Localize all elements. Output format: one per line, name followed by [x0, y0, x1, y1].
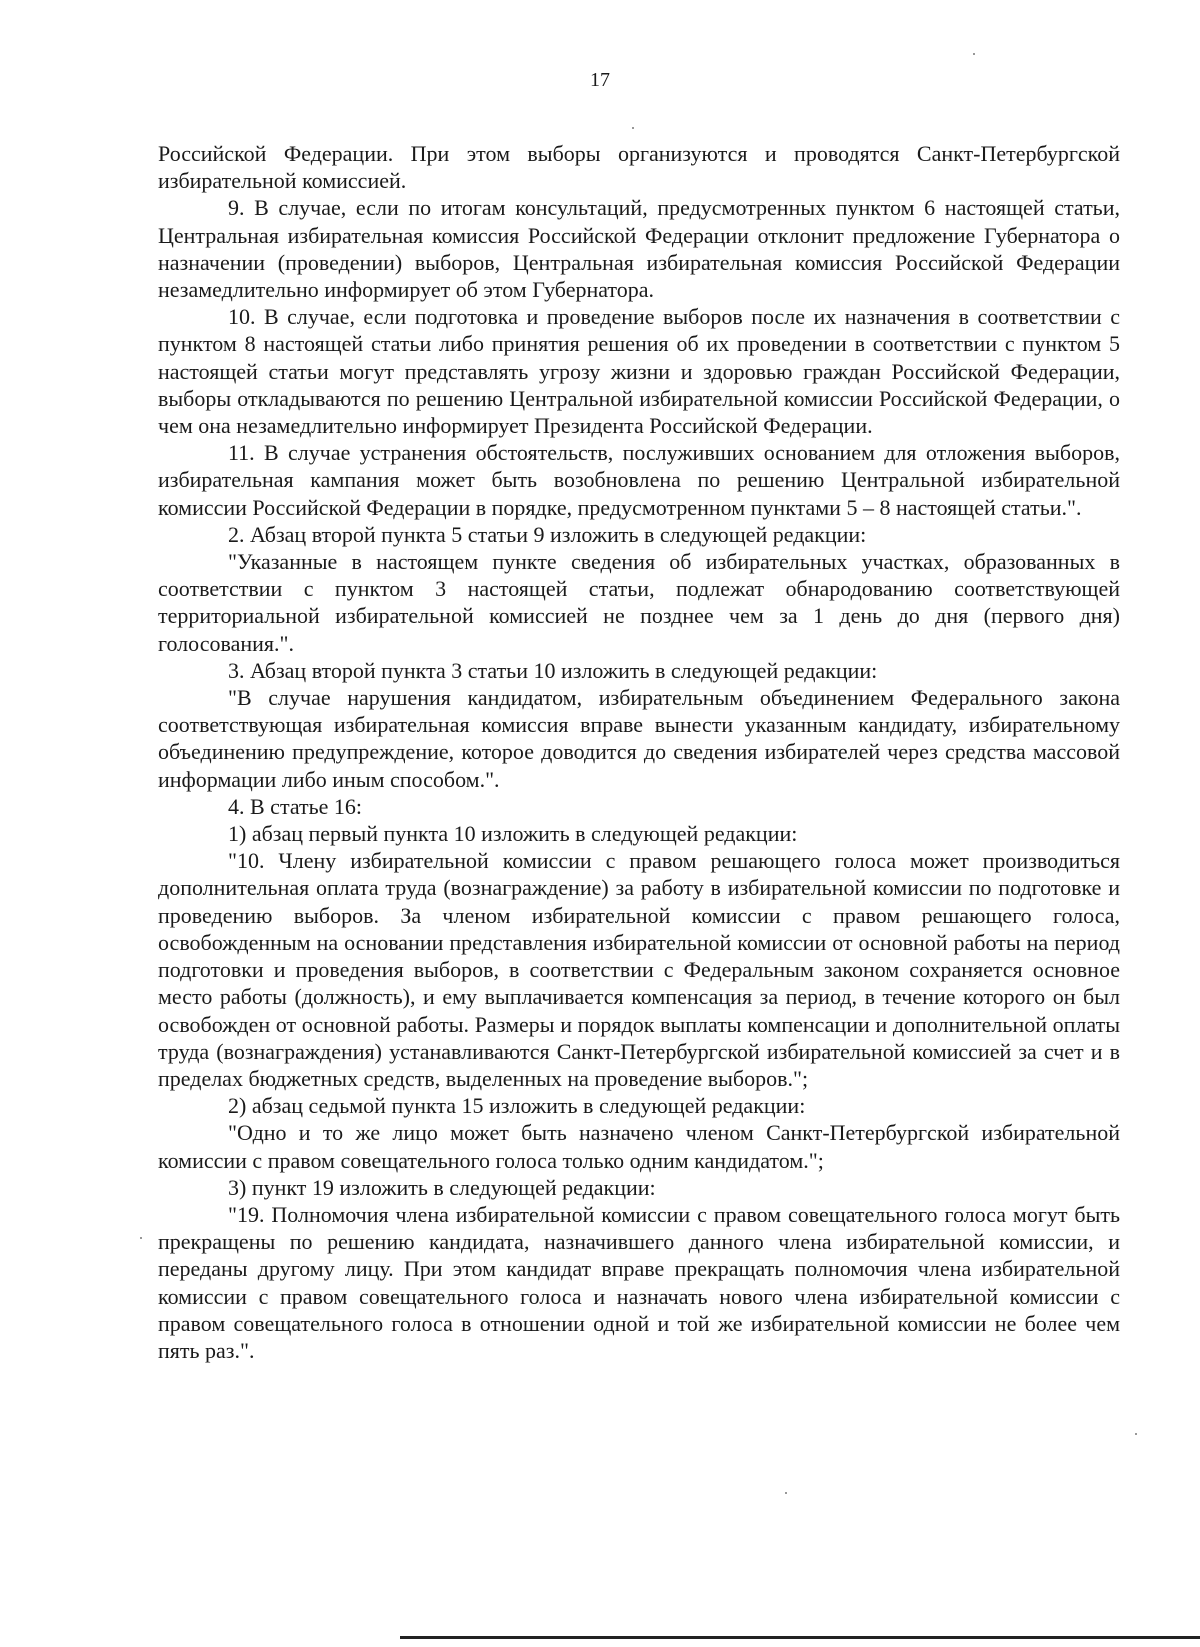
paragraph: 2) абзац седьмой пункта 15 изложить в следующей редакции: — [228, 1093, 806, 1119]
scan-speck — [973, 53, 975, 55]
paragraph: 1) абзац первый пункта 10 изложить в следующей редакции: — [228, 821, 798, 847]
scan-speck — [785, 1492, 787, 1494]
paragraph: "10. Члену избирательной комиссии с правом решающего голоса может производиться дополнительная оплата труда (вознаграждение) за работу в избирательной комиссии по подготовке и проведению выборов. За членом избирательной комиссии с правом решающего голоса, освобожденным на основании представления избирательной комиссии от основной работы на период подготовки и проведения выборов, в соответствии с Федеральным законом сохраняется основное место работы (должность), и ему выплачивается компенсация за период, в течение которого он был освобожден от основной работы. Размеры и порядок выплаты компенсации и дополнительной оплаты труда (вознаграждения) устанавливаются Санкт-Петербургской избирательной комиссией за счет и в пределах бюджетных средств, выделенных на проведение выборов."; — [158, 848, 1120, 1091]
paragraph: "В случае нарушения кандидатом, избирательным объединением Федерального закона соответствующая избирательная комиссия вправе вынести указанным кандидату, избирательному объединению предупреждение, которое доводится до сведения избирателей через средства массовой информации либо иным способом.". — [158, 685, 1120, 792]
paragraph: 2. Абзац второй пункта 5 статьи 9 изложить в следующей редакции: — [228, 521, 867, 547]
paragraph: "19. Полномочия члена избирательной комиссии с правом совещательного голоса могут быть прекращены по решению кандидата, назначившего данного члена избирательной комиссии, и переданы другому лицу. При этом кандидат вправе прекращать полномочия члена избирательной комиссии с правом совещательного голоса и назначать нового члена избирательной комиссии с правом совещательного голоса в отношении одной и той же избирательной комиссии не более чем пять раз.". — [158, 1201, 1120, 1363]
paragraph: Российской Федерации. При этом выборы организуются и проводятся Санкт-Петербургской избирательной комиссией. — [158, 141, 1120, 194]
paragraph: 10. В случае, если подготовка и проведение выборов после их назначения в соответствии с пунктом 8 настоящей статьи либо принятия решения об их проведении в соответствии с пунктом 5 настоящей статьи могут представлять угрозу жизни и здоровью граждан Российской Федерации, выборы откладываются по решению Центральной избирательной комиссии Российской Федерации, о чем она незамедлительно информирует Президента Российской Федерации. — [158, 304, 1120, 439]
paragraph: 3. Абзац второй пункта 3 статьи 10 изложить в следующей редакции: — [228, 657, 878, 683]
paragraph: "Одно и то же лицо может быть назначено членом Санкт-Петербургской избирательной комиссии с правом совещательного голоса только одним кандидатом."; — [158, 1120, 1120, 1173]
bottom-rule — [400, 1636, 1200, 1639]
paragraph: 9. В случае, если по итогам консультаций, предусмотренных пунктом 6 настоящей статьи, Центральная избирательная комиссия Российской Федерации отклонит предложение Губернатора о назначении (проведении) выборов, Центральная избирательная комиссия Российской Федерации незамедлительно информирует об этом Губернатора. — [158, 195, 1120, 303]
paragraph: "Указанные в настоящем пункте сведения об избирательных участках, образованных в соответствии с пунктом 3 настоящей статьи, подлежат обнародованию соответствующей территориальной избирательной комиссией не позднее чем за 1 день до дня (первого дня) голосования.". — [158, 549, 1120, 656]
document-body — [158, 140, 1120, 1364]
paragraph: 11. В случае устранения обстоятельств, послуживших основанием для отложения выборов, избирательная кампания может быть возобновлена по решению Центральной избирательной комиссии Российской Федерации в порядке, предусмотренном пунктами 5 – 8 настоящей статьи.". — [158, 440, 1120, 520]
scan-speck — [140, 1237, 142, 1239]
page-number: 17 — [590, 69, 610, 91]
paragraph: 4. В статье 16: — [228, 793, 363, 819]
scan-speck — [632, 127, 634, 129]
scan-speck — [1135, 1433, 1137, 1435]
paragraph: 3) пункт 19 изложить в следующей редакции: — [228, 1174, 656, 1200]
